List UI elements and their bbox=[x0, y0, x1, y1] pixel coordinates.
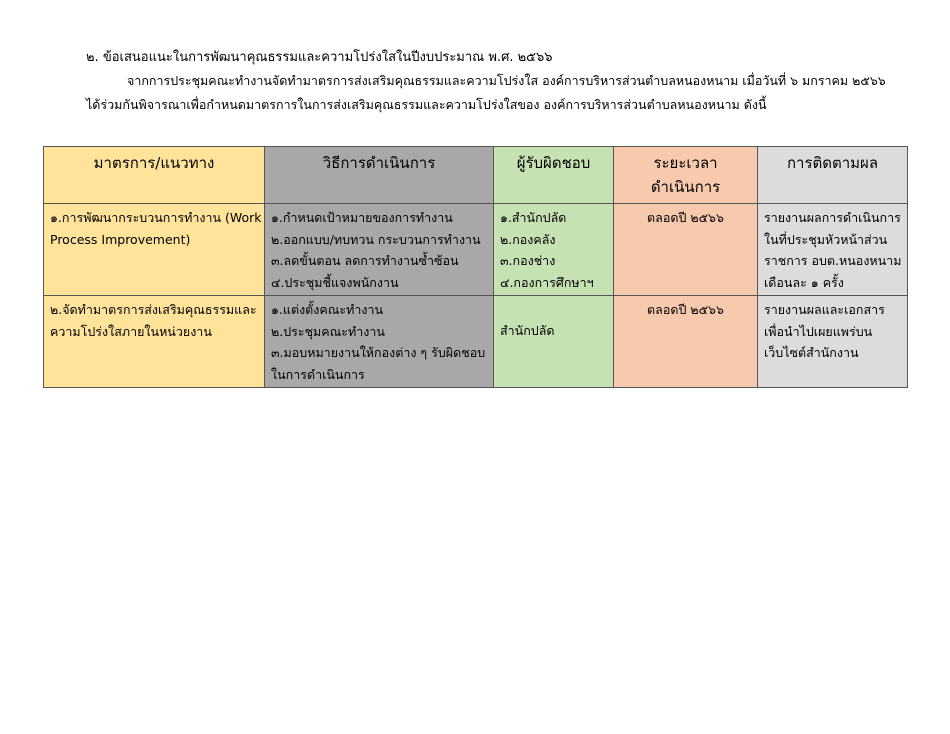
cell-measure bbox=[44, 296, 265, 388]
header-responsible: ผู้รับผิดชอบ bbox=[494, 147, 614, 204]
cell-line: Process Improvement) bbox=[50, 231, 191, 247]
cell-method bbox=[265, 296, 494, 388]
header-measure: มาตรการ/แนวทาง bbox=[44, 147, 265, 204]
header-period-line-1: ระยะเวลา bbox=[653, 154, 718, 172]
table-row bbox=[44, 204, 908, 296]
cell-line: ๑.การพัฒนากระบวนการทำงาน (Work bbox=[50, 210, 262, 225]
cell-line: ๓.มอบหมายงานให้กองต่าง ๆ รับผิดชอบ bbox=[271, 345, 486, 360]
cell-responsible bbox=[494, 204, 614, 296]
cell-period: ตลอดปี ๒๕๖๖ bbox=[614, 204, 758, 296]
cell-line: ๒.กองคลัง bbox=[500, 231, 556, 247]
section-heading: ๒. ข้อเสนอแนะในการพัฒนาคุณธรรมและความโปร่งใสในปีงบประมาณ พ.ศ. ๒๕๖๖ bbox=[86, 50, 553, 65]
cell-line: ๒.จัดทำมาตรการส่งเสริมคุณธรรมและ bbox=[50, 302, 257, 317]
header-period bbox=[614, 147, 758, 204]
cell-period: ตลอดปี ๒๕๖๖ bbox=[614, 296, 758, 388]
cell-responsible bbox=[494, 296, 614, 388]
cell-followup bbox=[758, 204, 908, 296]
cell-line: ๒.ประชุมคณะทำงาน bbox=[271, 323, 385, 339]
cell-line: ราชการ อบต.หนองหนาม bbox=[764, 253, 902, 268]
cell-line: ความโปร่งใสภายในหน่วยงาน bbox=[50, 323, 212, 339]
header-method: วิธีการดำเนินการ bbox=[265, 147, 494, 204]
header-followup: การติดตามผล bbox=[758, 147, 908, 204]
cell-line: เดือนละ ๑ ครั้ง bbox=[764, 274, 844, 290]
table-row bbox=[44, 296, 908, 388]
cell-line: รายงานผลและเอกสาร bbox=[764, 302, 885, 317]
cell-line: ๑.กำหนดเป้าหมายของการทำงาน bbox=[271, 210, 453, 225]
cell-followup bbox=[758, 296, 908, 388]
cell-line: ๒.ออกแบบ/ทบทวน กระบวนการทำงาน bbox=[271, 231, 481, 247]
cell-line: ในที่ประชุมหัวหน้าส่วน bbox=[764, 231, 888, 247]
cell-line: ๑.แต่งตั้งคณะทำงาน bbox=[271, 302, 384, 317]
cell-method bbox=[265, 204, 494, 296]
cell-line: เว็บไซต์สำนักงาน bbox=[764, 345, 859, 360]
cell-measure bbox=[44, 204, 265, 296]
intro-line-1: จากการประชุมคณะทำงานจัดทำมาตรการส่งเสริมคุณธรรมและความโปร่งใส องค์การบริหารส่วนตำบลหนองหนาม เมื่อวันที่ ๖ มกราคม ๒๕๖๖ bbox=[127, 73, 886, 88]
cell-line: รายงานผลการดำเนินการ bbox=[764, 210, 901, 225]
measures-table bbox=[43, 146, 908, 388]
table-header-row bbox=[44, 147, 908, 204]
cell-line: ๑.สำนักปลัด bbox=[500, 210, 567, 225]
header-period-line-2: ดำเนินการ bbox=[650, 178, 721, 196]
cell-line: ๔.กองการศึกษาฯ bbox=[500, 274, 594, 290]
intro-line-2: ได้ร่วมกันพิจารณาเพื่อกำหนดมาตรการในการส่งเสริมคุณธรรมและความโปร่งใสของ องค์การบริหารส่วนตำบลหนองหนาม ดังนี้ bbox=[86, 97, 767, 112]
cell-line: เพื่อนำไปเผยแพร่บน bbox=[764, 323, 873, 339]
cell-line: ๓.ลดขั้นตอน ลดการทำงานซ้ำซ้อน bbox=[271, 253, 459, 268]
cell-line: สำนักปลัด bbox=[500, 323, 555, 338]
cell-line: ในการดำเนินการ bbox=[271, 366, 365, 382]
cell-line: ๔.ประชุมชี้แจงพนักงาน bbox=[271, 274, 399, 290]
cell-line: ๓.กองช่าง bbox=[500, 253, 556, 268]
